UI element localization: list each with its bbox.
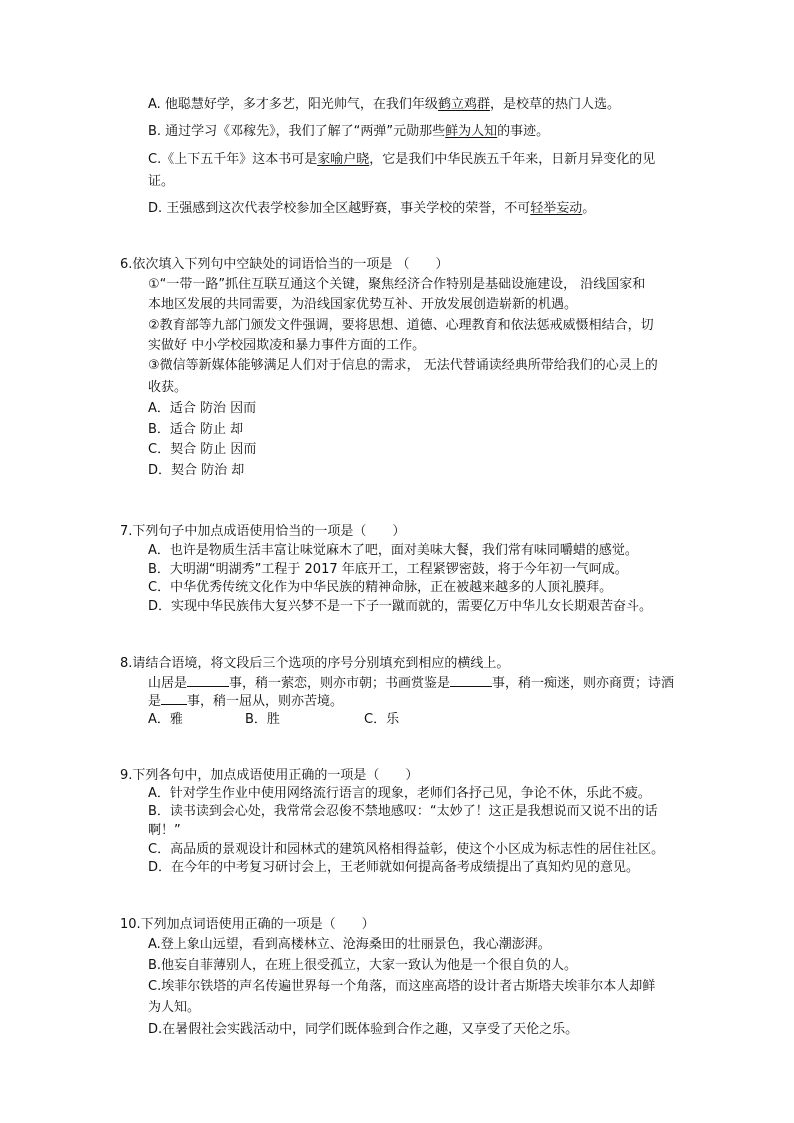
- q8-text: 是: [148, 694, 162, 709]
- q6-line: 本地区发展的共同需要，为沿线国家优势互补、开放发展创造崭新的机遇。: [148, 297, 578, 312]
- q8-passage-line-2: [148, 692, 343, 711]
- q5-c-idiom: 家喻户晓: [317, 152, 370, 167]
- q7-option-c: C．中华优秀传统文化作为中华民族的精神命脉，正在被越来越多的人顶礼膜拜。: [148, 580, 613, 595]
- q8-heading: 8.请结合语境，将文段后三个选项的序号分别填充到相应的横线上。: [120, 656, 510, 671]
- q5-b-text-end: 的事迹。: [497, 124, 550, 139]
- q9-option-c: C．高品质的景观设计和园林式的建筑风格相得益彰，使这个小区成为标志性的居住社区。: [148, 842, 665, 857]
- q8-text: 事，稍一屈从，则亦苦境。: [187, 694, 344, 709]
- q5-option-c-cont: 证。: [148, 174, 175, 189]
- q5-option-b: [148, 123, 549, 141]
- q6-option-d: D．契合 防治 却: [148, 463, 245, 478]
- q5-option-c: [148, 151, 655, 169]
- q5-option-a: [148, 96, 620, 114]
- q6-line: 实做好 中小学校园欺凌和暴力事件方面的工作。: [148, 338, 426, 353]
- answer-blank-2[interactable]: [450, 674, 492, 687]
- q5-d-text: D. 王强感到这次代表学校参加全区越野赛，事关学校的荣誉，不可: [148, 201, 531, 216]
- q8-option-c: C．乐: [364, 712, 400, 727]
- q6-option-a: A．适合 防治 因而: [148, 401, 257, 416]
- q5-b-idiom: 鲜为人知: [445, 124, 498, 139]
- q6-line: ③微信等新媒体能够满足人们对于信息的需求， 无法代替诵读经典所带给我们的心灵上的: [148, 358, 658, 373]
- q5-c-text: C.《上下五千年》这本书可是: [148, 152, 318, 167]
- q6-line: ②教育部等九部门颁发文件强调，要将思想、道德、心理教育和依法惩戒威慑相结合，切: [148, 318, 654, 333]
- q5-c-text-end: ，它是我们中华民族五千年来，日新月异变化的见: [369, 152, 656, 167]
- q5-d-text-end: 。: [582, 201, 596, 216]
- q5-b-text: B. 通过学习《邓稼先》，我们了解了“两弹”元勋那些: [148, 124, 446, 139]
- q10-option-c: C.埃菲尔铁塔的声名传遍世界每一个角落，而这座高塔的设计者古斯塔夫埃菲尔本人却鲜: [148, 979, 656, 994]
- q6-line: 收获。: [148, 380, 188, 395]
- q9-option-d: D．在今年的中考复习研讨会上，王老师就如何提高备考成绩提出了真知灼见的意见。: [148, 860, 640, 875]
- q8-text: 山居是: [148, 676, 188, 691]
- q5-a-text-end: ，是校草的热门人选。: [489, 97, 620, 112]
- q10-heading: 10.下列加点词语使用正确的一项是（ ）: [120, 917, 375, 932]
- q10-option-c-cont: 为人知。: [148, 1000, 201, 1015]
- q10-option-d: D.在暑假社会实践活动中，同学们既体验到合作之趣，又享受了天伦之乐。: [148, 1022, 579, 1037]
- q8-option-b: B．胜: [245, 712, 280, 727]
- q8-text: 事，稍一萦恋，则亦市朝；书画赏鉴是: [229, 676, 451, 691]
- q6-option-b: B．适合 防止 却: [148, 422, 244, 437]
- q10-option-a: A.登上象山远望，看到高楼林立、沧海桑田的壮丽景色，我心潮澎湃。: [148, 937, 551, 952]
- answer-blank-3[interactable]: [161, 692, 187, 705]
- q9-option-b: B．读书读到会心处，我常常会忍俊不禁地感叹：“太妙了！这正是我想说而又说不出的话: [148, 804, 658, 819]
- q7-option-b: B．大明湖“明湖秀”工程于 2017 年底开工，工程紧锣密鼓，将于今年初一气呵成。: [148, 562, 628, 577]
- q7-option-a: A．也许是物质生活丰富让味觉麻木了吧，面对美味大餐，我们常有味同嚼蜡的感觉。: [148, 543, 638, 558]
- q9-option-a: A．针对学生作业中使用网络流行语言的现象，老师们各抒己见，争论不休，乐此不疲。: [148, 786, 651, 801]
- q5-a-text: A. 他聪慧好学，多才多艺，阳光帅气，在我们年级: [148, 97, 438, 112]
- q9-option-b-cont: 啊！”: [148, 823, 181, 838]
- q6-option-c: C．契合 防止 因而: [148, 442, 257, 457]
- q8-option-a: A．雅: [148, 712, 183, 727]
- q6-line: ①“一带一路”抓住互联互通这个关键，聚焦经济合作特别是基础设施建设， 沿线国家和: [148, 277, 646, 292]
- answer-blank-1[interactable]: [187, 674, 229, 687]
- q6-heading: 6.依次填入下列句中空缺处的词语恰当的一项是 （ ）: [120, 257, 449, 272]
- q8-passage-line-1: [148, 674, 674, 693]
- q10-option-b: B.他妄自菲薄别人，在班上很受孤立，大家一致认为他是一个很自负的人。: [148, 958, 578, 973]
- q5-option-d: [148, 200, 595, 218]
- q7-option-d: D．实现中华民族伟大复兴梦不是一下子一蹴而就的，需要亿万中华儿女长期艰苦奋斗。: [148, 599, 653, 614]
- q7-heading: 7.下列句子中加点成语使用恰当的一项是（ ）: [120, 524, 406, 539]
- q9-heading: 9.下列各句中，加点成语使用正确的一项是（ ）: [120, 768, 419, 783]
- q5-d-idiom: 轻举妄动: [530, 201, 583, 216]
- q5-a-idiom: 鹤立鸡群: [437, 97, 490, 112]
- q8-text: 事，稍一痴迷，则亦商贾；诗酒: [492, 676, 675, 691]
